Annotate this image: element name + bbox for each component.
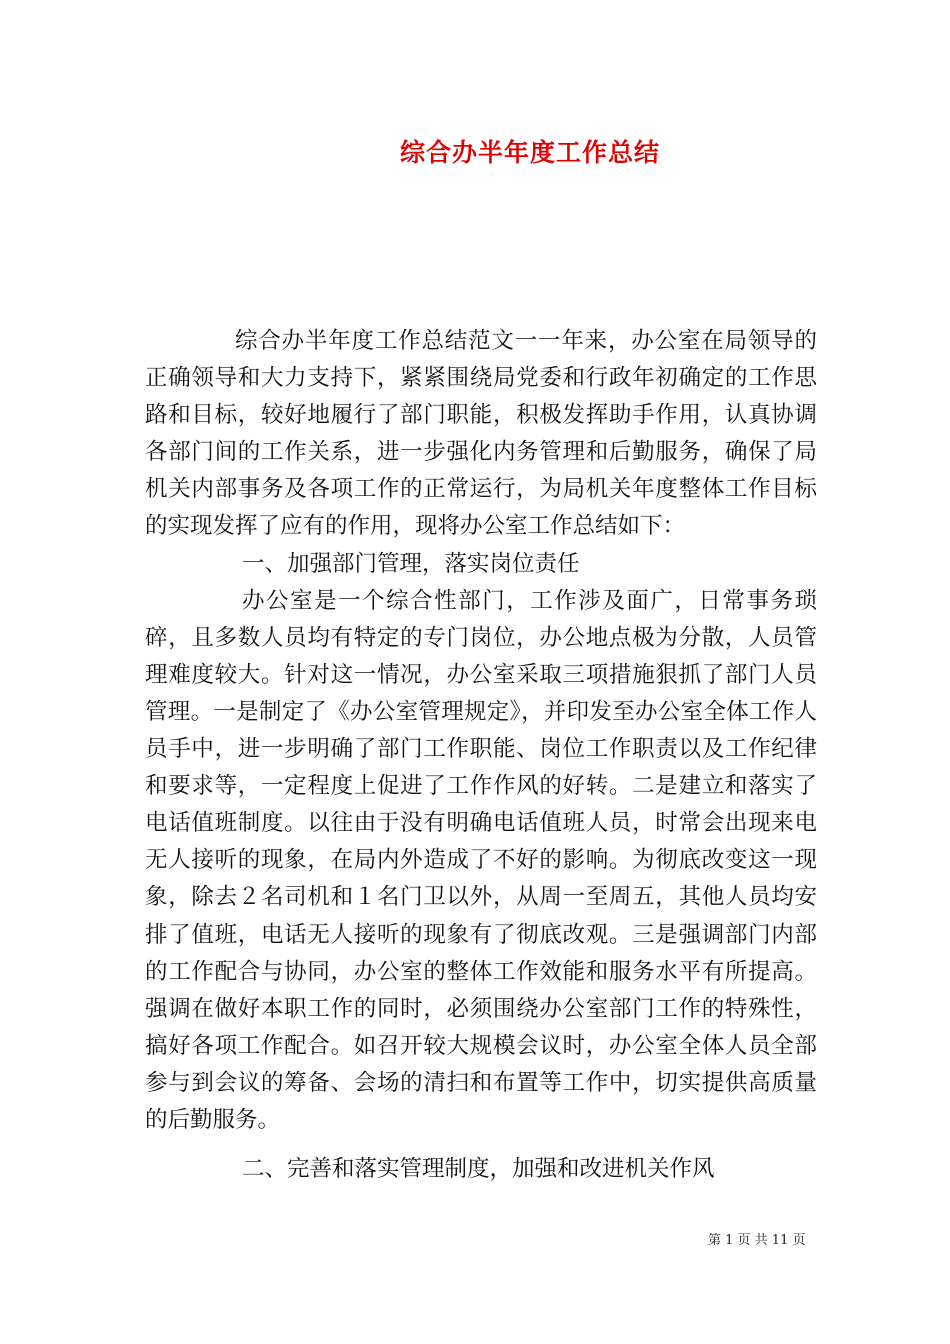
section-heading-1: 一、加强部门管理，落实岗位责任 bbox=[242, 550, 580, 577]
page-number-footer: 第 1 页 共 11 页 bbox=[708, 1233, 806, 1248]
section-1-paragraph: 办公室是一个综合性部门，工作涉及面广，日常事务琐碎，且多数人员均有特定的专门岗位，办公地点极为分散，人员管理难度较大。针对这一情况，办公室采取三项措施狠抓了部门人员管理。一是制定了《办公室管理规定》，并印发至办公室全体工作人员手中，进一步明确了部门工作职能、岗位工作职责以及工作纪律和要求等，一定程度上促进了工作作风的好转。二是建立和落实了电话值班制度。以往由于没有明确电话值班人员，时常会出现来电无人接听的现象，在局内外造成了不好的影响。为彻底改变这一现象，除去２名司机和１名门卫以外，从周一至周五，其他人员均安排了值班，电话无人接听的现象有了彻底改观。三是强调部门内部的工作配合与协同，办公室的整体工作效能和服务水平有所提高。强调在做好本职工作的同时，必须围绕办公室部门工作的特殊性，搞好各项工作配合。如召开较大规模会议时，办公室全体人员全部参与到会议的筹备、会场的清扫和布置等工作中，切实提供高质量的后勤服务。 bbox=[145, 587, 817, 1133]
document-title: 综合办半年度工作总结 bbox=[400, 138, 661, 167]
intro-paragraph: 综合办半年度工作总结范文一一年来，办公室在局领导的正确领导和大力支持下，紧紧围绕局党委和行政年初确定的工作思路和目标，较好地履行了部门职能，积极发挥助手作用，认真协调各部门间的工作关系，进一步强化内务管理和后勤服务，确保了局机关内部事务及各项工作的正常运行，为局机关年度整体工作目标的实现发挥了应有的作用，现将办公室工作总结如下： bbox=[145, 328, 817, 540]
document-body bbox=[145, 323, 817, 1188]
section-heading-2: 二、完善和落实管理制度，加强和改进机关作风 bbox=[242, 1156, 715, 1183]
